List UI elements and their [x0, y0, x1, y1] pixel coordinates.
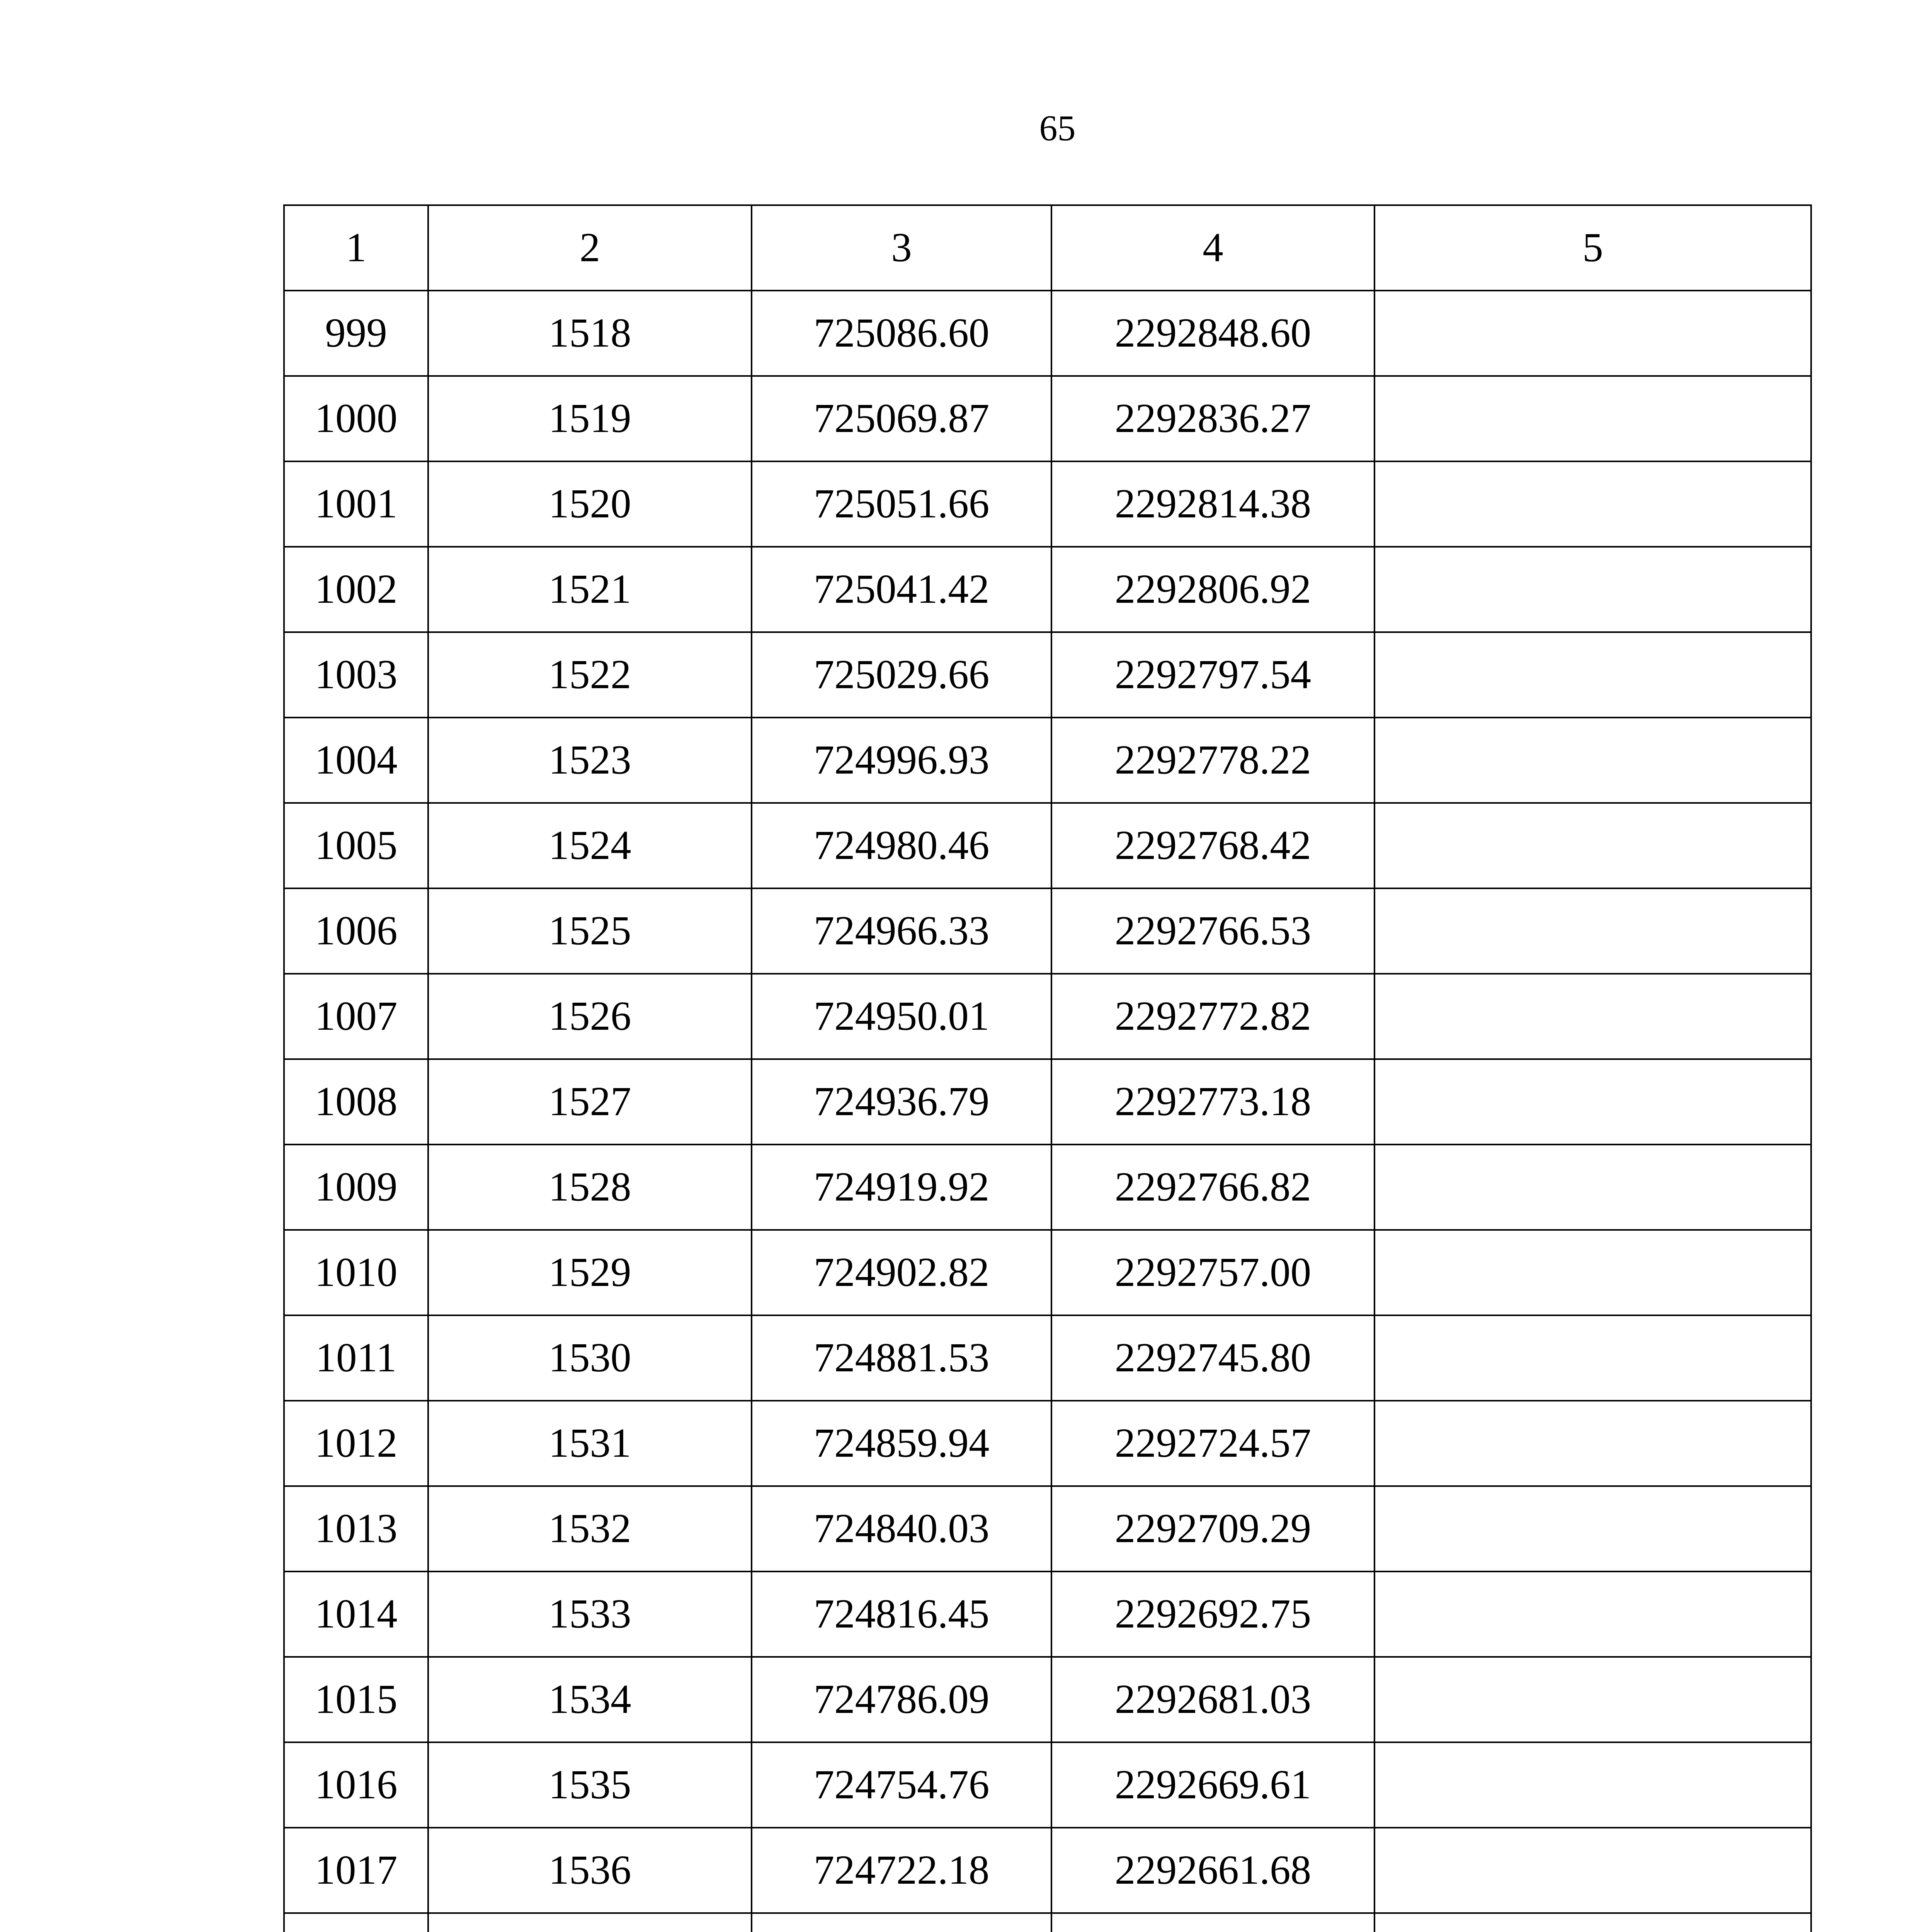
table-cell: 2292836.27 — [1051, 376, 1374, 461]
table-cell: 1014 — [284, 1571, 428, 1657]
table-cell: 2292745.80 — [1051, 1315, 1374, 1401]
table-cell: 1012 — [284, 1401, 428, 1486]
table-cell — [1374, 1742, 1811, 1828]
table-cell: 724902.82 — [752, 1230, 1051, 1315]
table-cell: 1520 — [428, 461, 752, 547]
table-cell: 1536 — [428, 1828, 752, 1913]
table-cell: 2292669.61 — [1051, 1742, 1374, 1828]
table-cell — [1374, 1230, 1811, 1315]
table-cell — [1374, 888, 1811, 974]
table-cell — [1374, 1145, 1811, 1230]
table-cell: 1010 — [284, 1230, 428, 1315]
table-cell: 1522 — [428, 632, 752, 718]
table-cell: 2292709.29 — [1051, 1486, 1374, 1571]
table-row — [284, 1315, 1811, 1401]
table-cell — [1374, 974, 1811, 1059]
table-cell: 2292766.53 — [1051, 888, 1374, 974]
table-cell: 2292814.38 — [1051, 461, 1374, 547]
table-cell: 724859.94 — [752, 1401, 1051, 1486]
table-cell: 1011 — [284, 1315, 428, 1401]
table-row — [284, 888, 1811, 974]
header-cell: 1 — [284, 205, 428, 291]
table-cell: 2292766.82 — [1051, 1145, 1374, 1230]
header-cell: 3 — [752, 205, 1051, 291]
table-row — [284, 1742, 1811, 1828]
table-row — [284, 1401, 1811, 1486]
table-cell: 2292773.18 — [1051, 1059, 1374, 1145]
table-cell: 2292806.92 — [1051, 547, 1374, 632]
table-cell: 2292778.22 — [1051, 718, 1374, 803]
table-cell — [1374, 1315, 1811, 1401]
table-cell: 1009 — [284, 1145, 428, 1230]
table-cell: 1000 — [284, 376, 428, 461]
table-row — [284, 1145, 1811, 1230]
table-cell: 2292681.03 — [1051, 1657, 1374, 1742]
table-row — [284, 461, 1811, 547]
table-cell: 724966.33 — [752, 888, 1051, 974]
table-cell: 2292768.42 — [1051, 803, 1374, 888]
table-cell: 1529 — [428, 1230, 752, 1315]
table-cell: 2292757.00 — [1051, 1230, 1374, 1315]
table-cell: 724996.93 — [752, 718, 1051, 803]
table-row — [284, 547, 1811, 632]
table-cell: 1534 — [428, 1657, 752, 1742]
table-cell: 1528 — [428, 1145, 752, 1230]
table-cell — [1374, 803, 1811, 888]
table-cell: 1521 — [428, 547, 752, 632]
table-cell: 1533 — [428, 1571, 752, 1657]
table-cell — [428, 1913, 752, 1932]
table-cell: 725041.42 — [752, 547, 1051, 632]
table-cell: 1013 — [284, 1486, 428, 1571]
table-cell — [1374, 1571, 1811, 1657]
table-row — [284, 974, 1811, 1059]
table-cell: 1015 — [284, 1657, 428, 1742]
table-cell: 1518 — [428, 291, 752, 376]
table-row — [284, 1571, 1811, 1657]
table-cell — [284, 1913, 428, 1932]
table-cell — [1374, 1486, 1811, 1571]
table-cell — [1374, 1828, 1811, 1913]
table-cell: 725051.66 — [752, 461, 1051, 547]
table-cell: 2292692.75 — [1051, 1571, 1374, 1657]
table-cell: 1007 — [284, 974, 428, 1059]
table-cell: 1524 — [428, 803, 752, 888]
table-row — [284, 1486, 1811, 1571]
table-row — [284, 291, 1811, 376]
table-cell: 1519 — [428, 376, 752, 461]
table-header-row — [284, 205, 1811, 291]
table-cell: 1525 — [428, 888, 752, 974]
table-cell — [1051, 1913, 1374, 1932]
table-cell: 724881.53 — [752, 1315, 1051, 1401]
table-cell — [1374, 1401, 1811, 1486]
table-cell: 1526 — [428, 974, 752, 1059]
table-cell: 2292772.82 — [1051, 974, 1374, 1059]
table-row — [284, 632, 1811, 718]
table-cell: 1535 — [428, 1742, 752, 1828]
table-cell — [1374, 376, 1811, 461]
table-cell — [1374, 291, 1811, 376]
page-number: 65 — [1039, 108, 1076, 148]
table-cell — [1374, 461, 1811, 547]
table-row — [284, 803, 1811, 888]
table-row — [284, 718, 1811, 803]
table-cell: 724754.76 — [752, 1742, 1051, 1828]
table-cell: 1530 — [428, 1315, 752, 1401]
table-row — [284, 1059, 1811, 1145]
table-cell: 1523 — [428, 718, 752, 803]
table-cell: 1531 — [428, 1401, 752, 1486]
table-cell: 724816.45 — [752, 1571, 1051, 1657]
table-cell: 1016 — [284, 1742, 428, 1828]
table-cell: 1002 — [284, 547, 428, 632]
table-cell — [1374, 1059, 1811, 1145]
table-cell: 1017 — [284, 1828, 428, 1913]
table-cell: 1003 — [284, 632, 428, 718]
table-cell: 724936.79 — [752, 1059, 1051, 1145]
table-row — [284, 1657, 1811, 1742]
table-row — [284, 1828, 1811, 1913]
table-cell: 1004 — [284, 718, 428, 803]
table-cell: 1001 — [284, 461, 428, 547]
header-cell: 5 — [1374, 205, 1811, 291]
table-cell — [1374, 1657, 1811, 1742]
table-cell — [1374, 547, 1811, 632]
table-cell: 1527 — [428, 1059, 752, 1145]
table-cell: 1005 — [284, 803, 428, 888]
table-cell: 724919.92 — [752, 1145, 1051, 1230]
table-cell: 1006 — [284, 888, 428, 974]
table-cell: 725086.60 — [752, 291, 1051, 376]
table-cell — [1374, 632, 1811, 718]
table-cell: 724722.18 — [752, 1828, 1051, 1913]
table-cell: 2292797.54 — [1051, 632, 1374, 718]
table-row — [284, 1230, 1811, 1315]
table-row — [284, 1913, 1811, 1932]
table-cell: 724980.46 — [752, 803, 1051, 888]
table-cell: 2292848.60 — [1051, 291, 1374, 376]
table-row — [284, 376, 1811, 461]
table-cell — [1374, 1913, 1811, 1932]
table-cell: 2292724.57 — [1051, 1401, 1374, 1486]
table-body — [284, 205, 1811, 1932]
table-cell: 1532 — [428, 1486, 752, 1571]
table-cell — [1374, 718, 1811, 803]
coordinate-table — [283, 204, 1812, 1932]
table-cell: 725029.66 — [752, 632, 1051, 718]
header-cell: 4 — [1051, 205, 1374, 291]
table-cell: 724950.01 — [752, 974, 1051, 1059]
header-cell: 2 — [428, 205, 752, 291]
table-cell: 724786.09 — [752, 1657, 1051, 1742]
table-cell: 2292661.68 — [1051, 1828, 1374, 1913]
table-cell — [752, 1913, 1051, 1932]
table-cell: 724840.03 — [752, 1486, 1051, 1571]
table-cell: 999 — [284, 291, 428, 376]
table-cell: 1008 — [284, 1059, 428, 1145]
table-cell: 725069.87 — [752, 376, 1051, 461]
